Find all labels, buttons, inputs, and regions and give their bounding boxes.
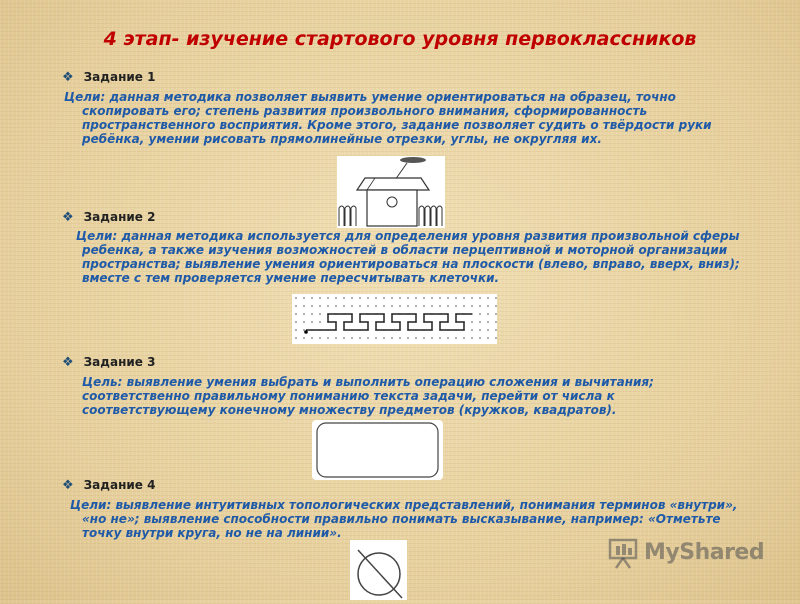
house-drawing-icon: [337, 156, 445, 228]
page-title: 4 этап- изучение стартового уровня первоклассников: [103, 28, 697, 50]
task-1-heading: [62, 70, 155, 85]
house-drawing-sample: [337, 156, 445, 228]
task-4-goal-line: Цели: выявление интуитивных топологических представлений, понимания терминов «внутри»,: [70, 498, 738, 512]
grid-pattern-icon: [292, 294, 497, 344]
task-3-goal-line: соответственно правильному пониманию текста задачи, перейти от числа к: [82, 389, 615, 403]
task-1-label: Задание 1: [83, 70, 156, 84]
dotted-grid-pattern-sample: [292, 294, 497, 344]
task-4-goal-line: точку внутри круга, но не на линии».: [82, 526, 342, 540]
task-1-goal-line: Цели: данная методика позволяет выявить умение ориентироваться на образец, точно: [64, 90, 676, 104]
task-3-goal-line: Цель: выявление умения выбрать и выполнить операцию сложения и вычитания;: [82, 375, 654, 389]
rounded-rectangle-icon: [312, 420, 443, 480]
diamond-bullet-icon: ❖: [62, 210, 74, 225]
rounded-rectangle-sample: [312, 420, 443, 480]
logo-text: MyShared: [644, 540, 765, 565]
task-2-label: Задание 2: [83, 210, 156, 224]
task-3-label: Задание 3: [83, 355, 156, 369]
task-2-goal-line: ребенка, а также изучения возможностей в области перцептивной и моторной организации: [82, 243, 728, 257]
task-2-goal-line: вместе с тем проверяется умение пересчитывать клеточки.: [82, 271, 500, 285]
task-3-goal: [62, 375, 654, 417]
task-1-goal-line: пространственного восприятия. Кроме этого, задание позволяет судить о твёрдости руки: [82, 118, 712, 132]
diamond-bullet-icon: ❖: [62, 478, 74, 493]
task-4-goal: [62, 498, 737, 540]
task-3-goal-line: соответствующему конечному множеству предметов (кружков, квадратов).: [82, 403, 617, 417]
task-2-goal: [62, 229, 740, 285]
task-1-goal: [62, 90, 712, 146]
circle-with-line-sample: [350, 540, 407, 600]
task-4-heading: [62, 478, 155, 493]
task-3-heading: [62, 355, 155, 370]
task-4-label: Задание 4: [83, 478, 156, 492]
task-2-heading: [62, 210, 155, 225]
task-1-goal-line: ребёнка, умении рисовать прямолинейные отрезки, углы, не округляя их.: [82, 132, 602, 146]
task-1-goal-line: скопировать его; степень развития произвольного внимания, сформированность: [82, 104, 648, 118]
diamond-bullet-icon: ❖: [62, 70, 74, 85]
diamond-bullet-icon: ❖: [62, 355, 74, 370]
task-2-goal-line: Цели: данная методика используется для определения уровня развития произвольной сферы: [76, 229, 740, 243]
circle-with-line-icon: [350, 540, 407, 600]
task-2-goal-line: пространства; выявление умения ориентироваться на плоскости (влево, вправо, вверх, вниз);: [82, 257, 740, 271]
task-4-goal-line: «но не»; выявление способности правильно понимать высказывание, например: «Отметьте: [82, 512, 721, 526]
